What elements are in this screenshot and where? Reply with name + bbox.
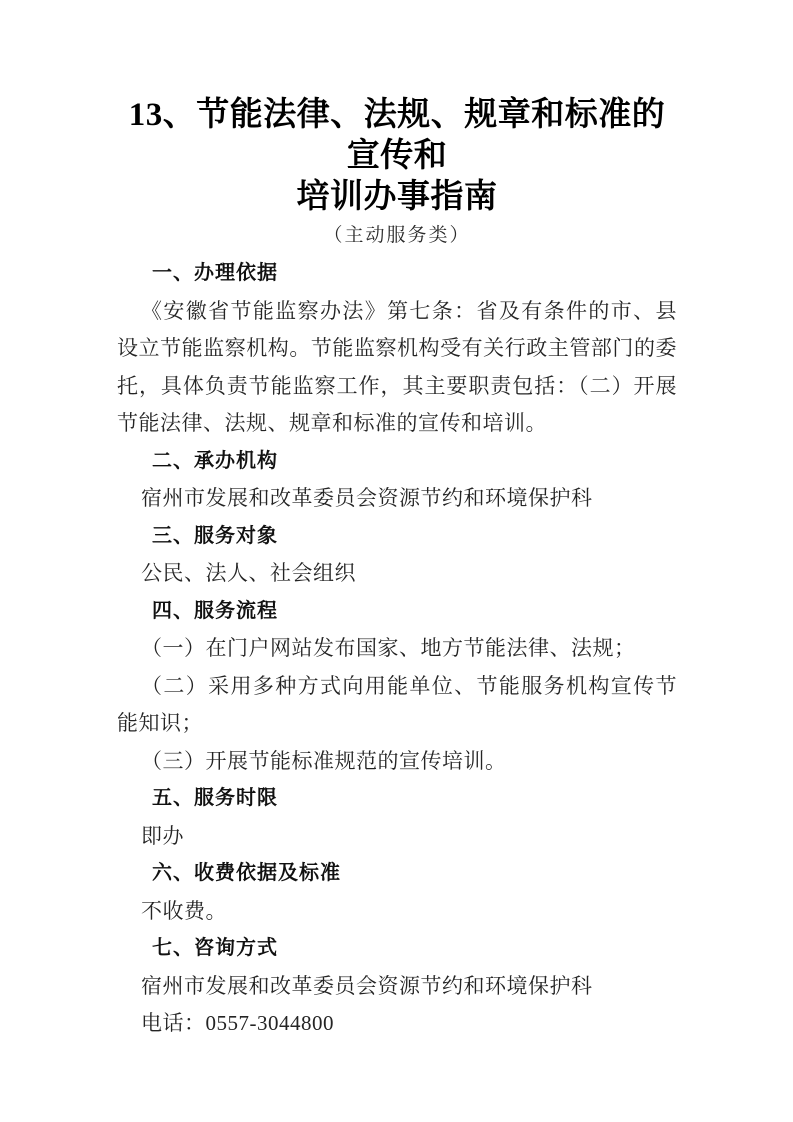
page-title-line-2: 培训办事指南 — [296, 179, 498, 215]
paragraph: 不收费。 — [141, 898, 227, 923]
section-service-process — [117, 593, 677, 781]
paragraph: （一）在门户网站发布国家、地方节能法律、法规； — [141, 636, 636, 660]
page-title — [117, 95, 677, 218]
section-consultation-method — [117, 930, 677, 1043]
section-heading: 七、咨询方式 — [152, 937, 278, 959]
page-subtitle: （主动服务类） — [323, 225, 471, 246]
section-undertaking-agency — [117, 443, 677, 518]
section-handling-basis — [117, 255, 677, 443]
paragraph: 宿州市发展和改革委员会资源节约和环境保护科 — [141, 486, 593, 510]
section-heading: 五、服务时限 — [152, 787, 278, 809]
section-fee-basis — [117, 855, 677, 930]
phone-line: 电话：0557-3044800 — [141, 1011, 334, 1035]
paragraph: （三）开展节能标准规范的宣传培训。 — [141, 748, 507, 773]
section-heading: 四、服务流程 — [152, 599, 278, 622]
section-service-target — [117, 518, 677, 593]
paragraph: 公民、法人、社会组织 — [141, 561, 356, 585]
page-title-line-1: 13、节能法律、法规、规章和标准的宣传和 — [128, 97, 666, 174]
document-body — [117, 255, 677, 1043]
section-heading: 六、收费依据及标准 — [152, 862, 341, 884]
paragraph: 即办 — [141, 823, 184, 848]
section-heading: 一、办理依据 — [152, 262, 278, 284]
paragraph: 宿州市发展和改革委员会资源节约和环境保护科 — [141, 973, 593, 998]
section-heading: 二、承办机构 — [152, 449, 278, 472]
paragraph: 《安徽省节能监察办法》第七条：省及有条件的市、县设立节能监察机构。节能监察机构受有关行政主管部门的委托，具体负责节能监察工作，其主要职责包括：（二）开展节能法律、法规、规章和标准的宣传和培训。 — [117, 298, 677, 435]
paragraph: （二）采用多种方式向用能单位、节能服务机构宣传节能知识； — [117, 673, 677, 735]
section-heading: 三、服务对象 — [152, 524, 278, 547]
section-service-time-limit — [117, 780, 677, 855]
